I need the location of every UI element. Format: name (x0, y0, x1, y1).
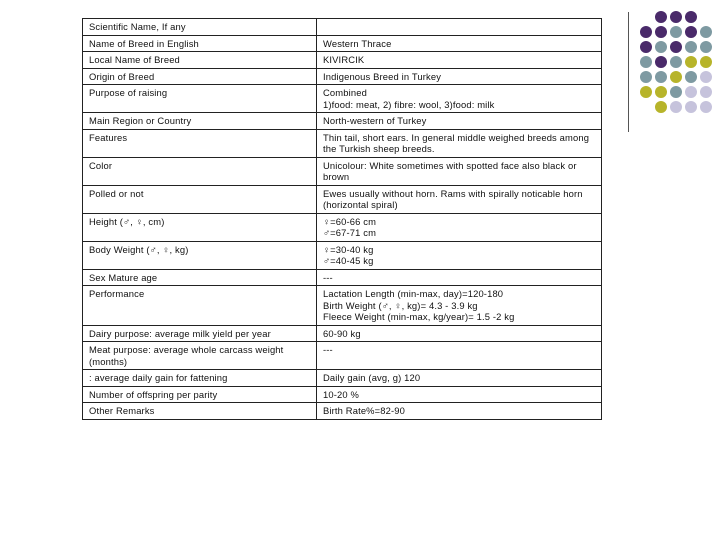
decorative-dot (655, 101, 667, 113)
decorative-dot (685, 71, 697, 83)
decorative-dot (670, 26, 682, 38)
decorative-dot (670, 101, 682, 113)
row-label: Name of Breed in English (83, 35, 317, 52)
decorative-dot (670, 11, 682, 23)
table-row (83, 157, 602, 185)
row-label: Meat purpose: average whole carcass weight (months) (83, 342, 317, 370)
decorative-dot (700, 86, 712, 98)
table-row (83, 35, 602, 52)
row-label: Features (83, 129, 317, 157)
decorative-dot (640, 41, 652, 53)
row-value: 60-90 kg (317, 325, 602, 342)
decorative-dot (685, 86, 697, 98)
row-value: ♀=30-40 kg ♂=40-45 kg (317, 241, 602, 269)
breed-info-table (82, 18, 602, 420)
table-row (83, 185, 602, 213)
row-value: ♀=60-66 cm ♂=67-71 cm (317, 213, 602, 241)
row-label: Color (83, 157, 317, 185)
row-value: Indigenous Breed in Turkey (317, 68, 602, 85)
decorative-dot (685, 26, 697, 38)
table-row (83, 213, 602, 241)
row-label: Height (♂, ♀, cm) (83, 213, 317, 241)
decorative-dot (700, 101, 712, 113)
table-row (83, 68, 602, 85)
decorative-dot (685, 41, 697, 53)
decorative-dot (655, 41, 667, 53)
row-label: Other Remarks (83, 403, 317, 420)
table-body (83, 19, 602, 420)
decorative-dot-grid (640, 11, 712, 113)
decorative-dot (655, 71, 667, 83)
decorative-dot (655, 26, 667, 38)
decorative-dot (700, 56, 712, 68)
row-label: Scientific Name, If any (83, 19, 317, 36)
decorative-dot (700, 11, 712, 23)
row-value: Combined 1)food: meat, 2) fibre: wool, 3)food: milk (317, 85, 602, 113)
row-value: Lactation Length (min-max, day)=120-180 Birth Weight (♂, ♀, kg)= 4.3 - 3.9 kg Fleece Weight (min-max, kg/year)= 1.5 -2 kg (317, 286, 602, 326)
row-label: Performance (83, 286, 317, 326)
table-row (83, 113, 602, 130)
table-row (83, 403, 602, 420)
divider-line (628, 12, 629, 132)
row-label: Main Region or Country (83, 113, 317, 130)
row-value: Unicolour: White sometimes with spotted face also black or brown (317, 157, 602, 185)
decorative-dot (640, 26, 652, 38)
decorative-dot (670, 71, 682, 83)
decorative-dot (670, 86, 682, 98)
table-row (83, 325, 602, 342)
row-value: KIVIRCIK (317, 52, 602, 69)
decorative-dot (640, 86, 652, 98)
decorative-dot (655, 56, 667, 68)
row-value: --- (317, 269, 602, 286)
table-row (83, 129, 602, 157)
decorative-dot (670, 56, 682, 68)
decorative-dot (640, 11, 652, 23)
decorative-dot (655, 86, 667, 98)
table-row (83, 241, 602, 269)
table-row (83, 386, 602, 403)
row-value: Daily gain (avg, g) 120 (317, 370, 602, 387)
table-row (83, 19, 602, 36)
row-value: Ewes usually without horn. Rams with spirally noticable horn (horizontal spiral) (317, 185, 602, 213)
table-row (83, 269, 602, 286)
decorative-dot (700, 71, 712, 83)
row-value: --- (317, 342, 602, 370)
row-label: Polled or not (83, 185, 317, 213)
row-label: Body Weight (♂, ♀, kg) (83, 241, 317, 269)
row-label: Number of offspring per parity (83, 386, 317, 403)
decorative-dot (685, 11, 697, 23)
row-label: Dairy purpose: average milk yield per year (83, 325, 317, 342)
row-label: : average daily gain for fattening (83, 370, 317, 387)
table-row (83, 286, 602, 326)
row-label: Purpose of raising (83, 85, 317, 113)
table-row (83, 85, 602, 113)
row-value: North-western of Turkey (317, 113, 602, 130)
row-value: Western Thrace (317, 35, 602, 52)
table-row (83, 370, 602, 387)
decorative-dot (700, 26, 712, 38)
row-label: Local Name of Breed (83, 52, 317, 69)
table-row (83, 52, 602, 69)
decorative-dot (655, 11, 667, 23)
decorative-dot (670, 41, 682, 53)
row-value: 10-20 % (317, 386, 602, 403)
row-label: Origin of Breed (83, 68, 317, 85)
row-label: Sex Mature age (83, 269, 317, 286)
decorative-dot (640, 71, 652, 83)
decorative-dot (640, 56, 652, 68)
row-value: Thin tail, short ears. In general middle weighed breeds among the Turkish sheep breeds. (317, 129, 602, 157)
decorative-dot (700, 41, 712, 53)
table-row (83, 342, 602, 370)
row-value (317, 19, 602, 36)
decorative-dot (685, 101, 697, 113)
decorative-dot (640, 101, 652, 113)
row-value: Birth Rate%=82-90 (317, 403, 602, 420)
decorative-dot (685, 56, 697, 68)
